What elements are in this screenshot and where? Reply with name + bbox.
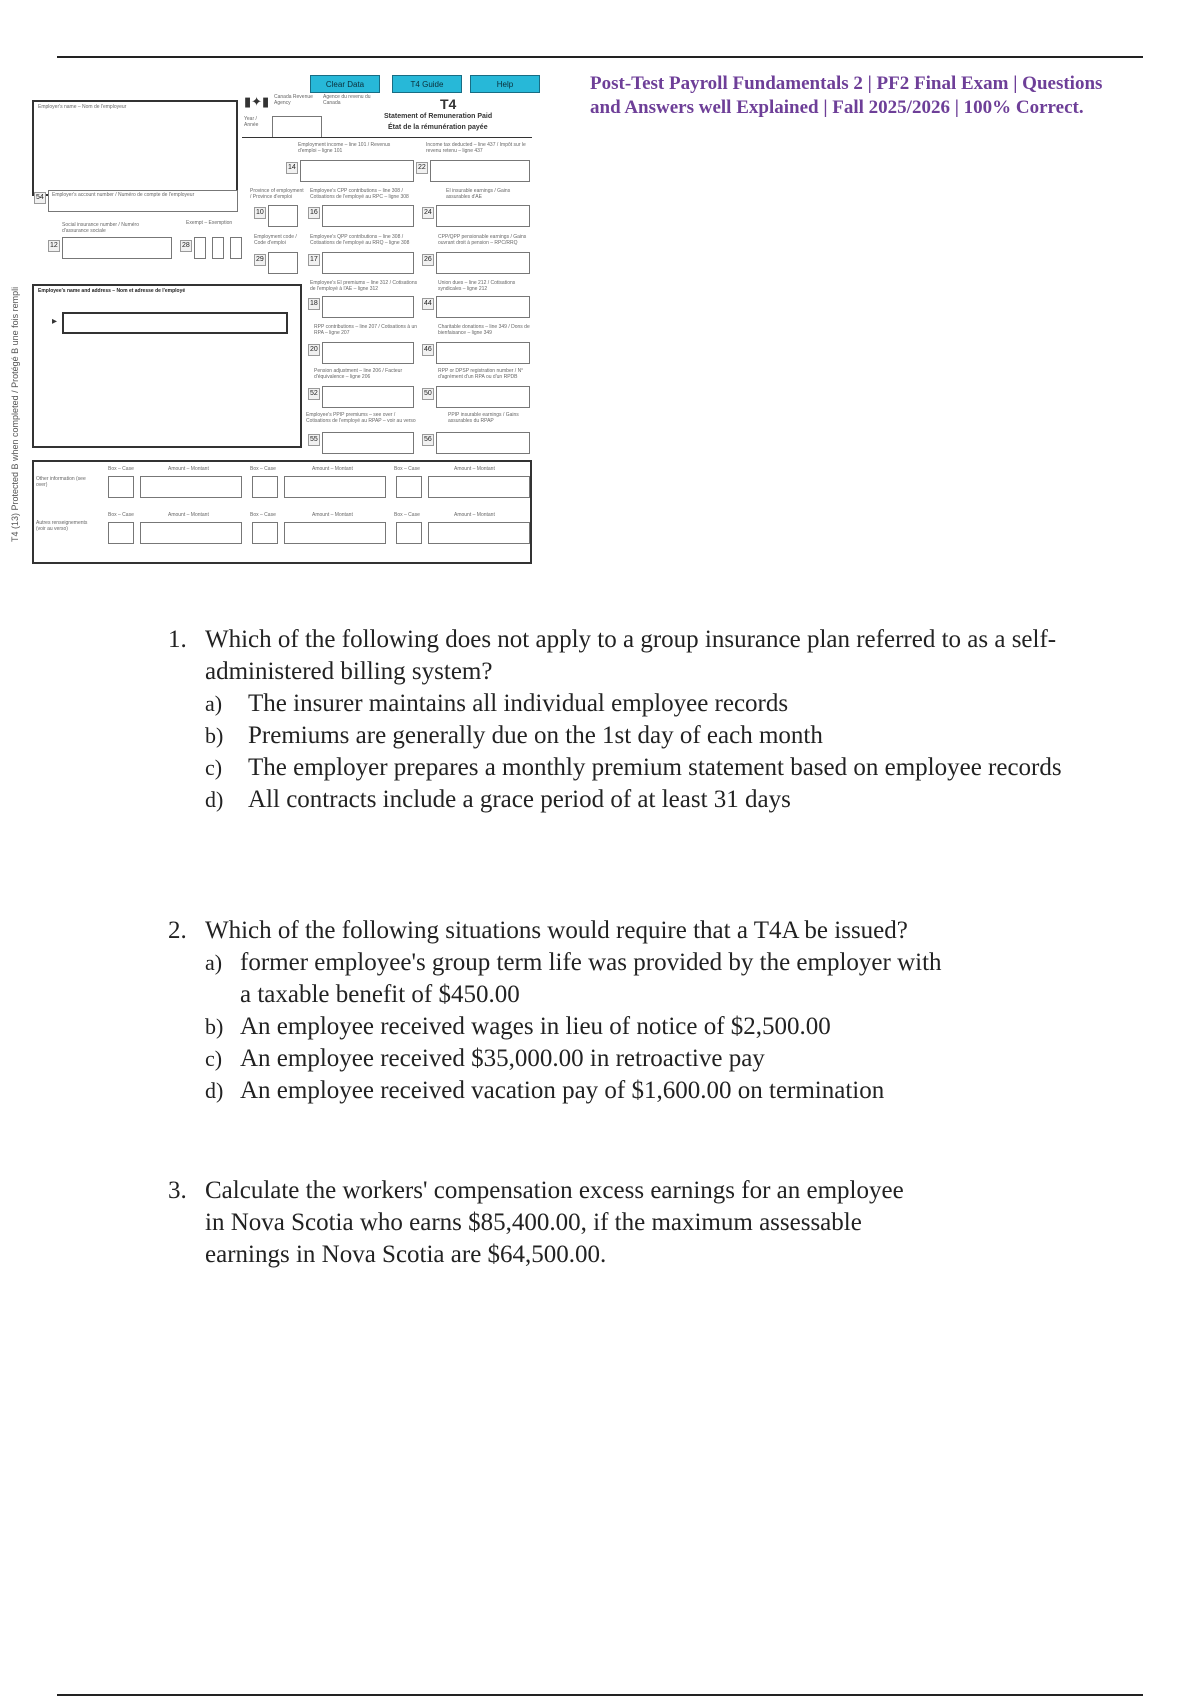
- box-17-field[interactable]: [322, 252, 414, 274]
- clear-data-button[interactable]: Clear Data: [310, 75, 380, 93]
- other-box-code-field[interactable]: [108, 476, 134, 498]
- t4-guide-button[interactable]: T4 Guide: [392, 75, 462, 93]
- employee-name-label: Employee's name and address – Nom et adresse de l'employé: [38, 288, 186, 294]
- amount-label: Amount – Montant: [454, 512, 495, 518]
- year-field[interactable]: [272, 116, 322, 138]
- box-56-field[interactable]: [436, 432, 530, 454]
- box-number: 12: [48, 240, 60, 252]
- employee-name-field[interactable]: [62, 312, 288, 334]
- canada-flag-icon: ▮✦▮: [244, 94, 270, 109]
- box-29-field[interactable]: [268, 252, 298, 274]
- box-10-field[interactable]: [268, 205, 298, 227]
- other-amount-field[interactable]: [284, 522, 386, 544]
- amount-label: Amount – Montant: [454, 466, 495, 472]
- box-14-field[interactable]: [300, 160, 414, 182]
- question-number: 1.: [168, 626, 187, 653]
- option-label: d): [205, 1078, 224, 1103]
- box22-label: Income tax deducted – line 437 / Impôt sur le revenu retenu – ligne 437: [426, 142, 526, 154]
- amount-label: Amount – Montant: [312, 466, 353, 472]
- question-number: 2.: [168, 917, 187, 944]
- question-2: [168, 915, 1068, 1107]
- box-26-field[interactable]: [436, 252, 530, 274]
- statement-fr: État de la rémunération payée: [388, 124, 488, 131]
- other-box-code-field[interactable]: [252, 522, 278, 544]
- other-amount-field[interactable]: [428, 476, 530, 498]
- box20-label: RPP contributions – line 207 / Cotisations à un RPA – ligne 207: [314, 324, 418, 336]
- box44-label: Union dues – line 212 / Cotisations syndicales – ligne 212: [438, 280, 516, 292]
- box29-label: Employment code / Code d'emploi: [254, 234, 297, 246]
- question-text: Calculate the workers' compensation excess earnings for an employee in Nova Scotia who earns $85,400.00, if the maximum assessable earnings in Nova Scotia are $64,500.00.: [205, 1177, 904, 1268]
- box-16-field[interactable]: [322, 205, 414, 227]
- option-label: a): [205, 691, 223, 716]
- answer-options: [168, 947, 958, 1107]
- t4-side-text: T4 (13) Protected B when completed / Protégé B une fois rempli: [10, 286, 20, 542]
- agency-fr: Agence du revenu du Canada: [323, 94, 371, 106]
- t4-code: T4: [440, 96, 457, 112]
- box50-label: RPP or DPSP registration number / N° d'agrément d'un RPA ou d'un RPDB: [438, 368, 524, 380]
- box-12-field[interactable]: [62, 237, 172, 259]
- other-info-label-fr: Autres renseignements (voir au verso): [36, 520, 88, 532]
- box-number: 28: [180, 240, 192, 252]
- question-text: Which of the following situations would require that a T4A be issued?: [205, 917, 908, 944]
- employee-address-box: [32, 284, 302, 448]
- answer-option[interactable]: [168, 1075, 958, 1107]
- statement-en: Statement of Remuneration Paid: [384, 113, 493, 120]
- box14-label: Employment income – line 101 / Revenus d'emploi – ligne 101: [298, 142, 391, 154]
- box-number: 10: [254, 207, 266, 219]
- question-text: Which of the following does not apply to a group insurance plan referred to as a self- administered billing system?: [205, 626, 1057, 685]
- box-number: 17: [308, 254, 320, 266]
- employer-name-label: Employer's name – Nom de l'employeur: [38, 104, 127, 110]
- other-amount-field[interactable]: [284, 476, 386, 498]
- box56-label: PPIP insurable earnings / Gains assurables du RPAP: [448, 412, 519, 424]
- answer-option[interactable]: [168, 1043, 958, 1075]
- box-18-field[interactable]: [322, 296, 414, 318]
- box46-label: Charitable donations – line 349 / Dons de bienfaisance – ligne 349: [438, 324, 530, 336]
- box-number: 29: [254, 254, 266, 266]
- question-number: 3.: [168, 1177, 187, 1204]
- box-20-field[interactable]: [322, 342, 414, 364]
- box26-label: CPP/QPP pensionable earnings / Gains ouvrant droit à pension – RPC/RRQ: [438, 234, 527, 246]
- option-label: b): [205, 1014, 224, 1039]
- question-stem: [168, 915, 1068, 947]
- box18-label: Employee's EI premiums – line 312 / Cotisations de l'employé à l'AE – ligne 312: [310, 280, 418, 292]
- option-text: former employee's group term life was provided by the employer with a taxable benefit of $450.00: [240, 949, 942, 1008]
- other-box-code-field[interactable]: [108, 522, 134, 544]
- other-amount-field[interactable]: [140, 522, 242, 544]
- other-amount-field[interactable]: [140, 476, 242, 498]
- box-number: 16: [308, 207, 320, 219]
- box-number: 18: [308, 298, 320, 310]
- answer-option[interactable]: [168, 947, 958, 1011]
- amount-label: Amount – Montant: [312, 512, 353, 518]
- option-text: An employee received $35,000.00 in retroactive pay: [240, 1045, 765, 1072]
- other-box-code-field[interactable]: [252, 476, 278, 498]
- employer-name-box[interactable]: [32, 100, 238, 196]
- sin-label: Social insurance number / Numéro d'assurance sociale: [62, 222, 139, 234]
- box-number: 14: [286, 162, 298, 174]
- box16-label: Employee's CPP contributions – line 308 / Cotisations de l'employé au RPC – ligne 308: [310, 188, 409, 200]
- answer-options: [168, 688, 1068, 816]
- box-number: 22: [416, 162, 428, 174]
- other-info-label: Other information (see over): [36, 476, 86, 488]
- option-label: a): [205, 950, 223, 975]
- box-code-label: Box – Case: [250, 466, 276, 472]
- box10-label: Province of employment / Province d'emploi: [250, 188, 304, 200]
- box-50-field[interactable]: [436, 386, 530, 408]
- box-24-field[interactable]: [436, 205, 530, 227]
- box-number: 20: [308, 344, 320, 356]
- option-text: The insurer maintains all individual employee records: [248, 690, 789, 717]
- option-text: All contracts include a grace period of at least 31 days: [248, 786, 791, 813]
- agency-en: Canada Revenue Agency: [274, 94, 313, 106]
- box-number: 46: [422, 344, 434, 356]
- question-stem: [168, 1175, 928, 1271]
- box-code-label: Box – Case: [250, 512, 276, 518]
- box-code-label: Box – Case: [108, 466, 134, 472]
- box-number: 24: [422, 207, 434, 219]
- option-label: c): [205, 1046, 223, 1071]
- answer-option[interactable]: [168, 784, 1068, 816]
- help-button[interactable]: Help: [470, 75, 540, 93]
- box-code-label: Box – Case: [394, 512, 420, 518]
- option-label: c): [205, 755, 223, 780]
- box17-label: Employee's QPP contributions – line 308 / Cotisations de l'employé au RRQ – ligne 308: [310, 234, 410, 246]
- box-44-field[interactable]: [436, 296, 530, 318]
- option-text: An employee received vacation pay of $1,600.00 on termination: [240, 1077, 885, 1104]
- answer-option[interactable]: [168, 752, 1068, 784]
- box-number: 50: [422, 388, 434, 400]
- box-number: 56: [422, 434, 434, 446]
- answer-option[interactable]: [168, 720, 1068, 752]
- exempt-ppip-checkbox[interactable]: [230, 237, 242, 259]
- box55-label: Employee's PPIP premiums – see over / Cotisations de l'employé au RPAP – voir au verso: [306, 412, 416, 424]
- amount-label: Amount – Montant: [168, 466, 209, 472]
- exempt-cpp-checkbox[interactable]: [194, 237, 206, 259]
- amount-label: Amount – Montant: [168, 512, 209, 518]
- box-number: 55: [308, 434, 320, 446]
- year-label: Year / Année: [244, 116, 259, 128]
- box-55-field[interactable]: [322, 432, 414, 454]
- t4-form-image: [10, 72, 560, 592]
- other-box-code-field[interactable]: [396, 522, 422, 544]
- option-text: Premiums are generally due on the 1st day of each month: [248, 722, 823, 749]
- box-52-field[interactable]: [322, 386, 414, 408]
- box-number: 52: [308, 388, 320, 400]
- box-46-field[interactable]: [436, 342, 530, 364]
- option-text: An employee received wages in lieu of notice of $2,500.00: [240, 1013, 831, 1040]
- box-code-label: Box – Case: [108, 512, 134, 518]
- box-number: 44: [422, 298, 434, 310]
- other-box-code-field[interactable]: [396, 476, 422, 498]
- option-label: b): [205, 723, 224, 748]
- box24-label: EI insurable earnings / Gains assurables d'AE: [446, 188, 511, 200]
- other-amount-field[interactable]: [428, 522, 530, 544]
- exempt-label: Exempt – Exemption: [186, 220, 233, 226]
- document-title: Post-Test Payroll Fundamentals 2 | PF2 Final Exam | Questions and Answers well Explained | Fall 2025/2026 | 100% Correct.: [590, 73, 1103, 118]
- question-3: [168, 1175, 928, 1271]
- bottom-rule: [57, 1694, 1143, 1696]
- box-22-field[interactable]: [430, 160, 530, 182]
- answer-option[interactable]: [168, 1011, 958, 1043]
- answer-option[interactable]: [168, 688, 1068, 720]
- box52-label: Pension adjustment – line 206 / Facteur d'équivalence – ligne 206: [314, 368, 403, 380]
- box-number: 54: [34, 192, 46, 204]
- box-code-label: Box – Case: [394, 466, 420, 472]
- question-stem: [168, 624, 1068, 688]
- question-1: [168, 624, 1068, 816]
- box-number: 26: [422, 254, 434, 266]
- exempt-ei-checkbox[interactable]: [212, 237, 224, 259]
- arrow-right-icon: ▸: [52, 316, 58, 327]
- option-text: The employer prepares a monthly premium statement based on employee records: [248, 754, 1062, 781]
- option-label: d): [205, 787, 224, 812]
- employers-account-label: Employer's account number / Numéro de compte de l'employeur: [52, 192, 195, 198]
- top-rule: [57, 56, 1143, 58]
- header-divider: [242, 137, 532, 138]
